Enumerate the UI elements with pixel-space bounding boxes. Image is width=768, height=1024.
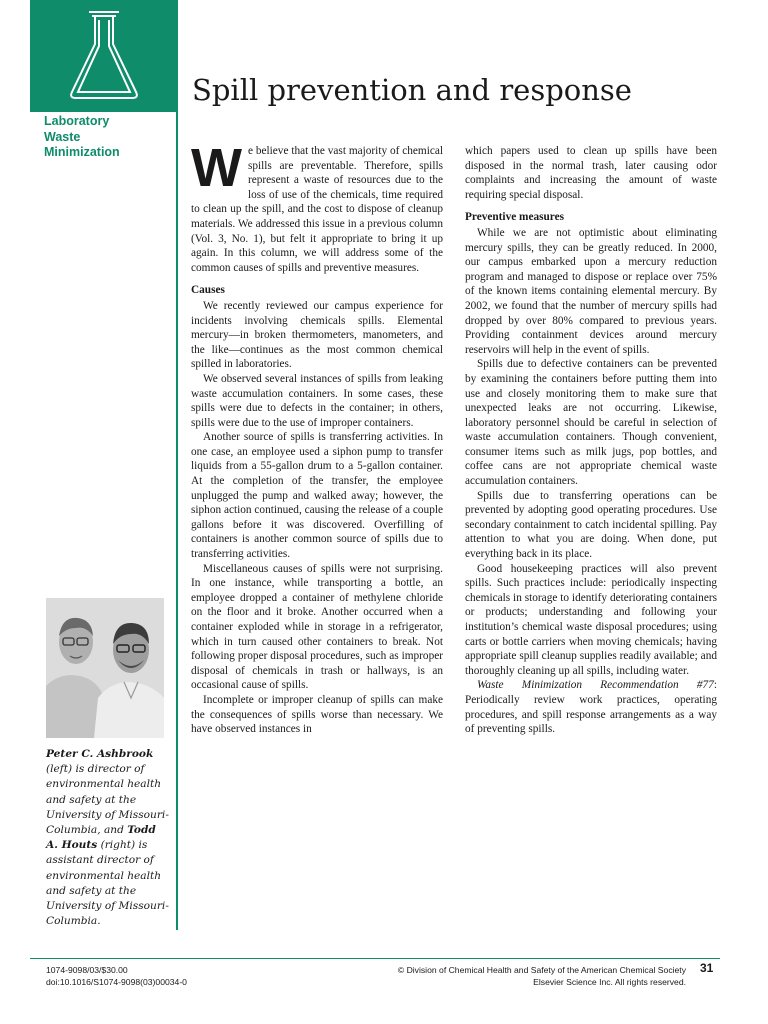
author-name: Peter C. Ashbrook <box>46 748 154 760</box>
author-name: Todd A. Houts <box>46 824 156 852</box>
article-column-2 <box>465 144 717 737</box>
doi: doi:10.1016/S1074-9098(03)00034-0 <box>46 977 187 987</box>
drop-cap: W <box>191 138 242 198</box>
body-paragraph: which papers used to clean up spills have been disposed in the normal trash, later causing odor complaints and increasing the amount of waste requiring special disposal. <box>465 145 717 201</box>
body-paragraph: Good housekeeping practices will also prevent spills. Such practices include: periodically inspecting chemicals in storage to identify deteriorating containers or products; understanding and following your institution’s chemical waste disposal procedures; using carts or bottle carriers when moving chemicals; having appropriate spill cleanup supplies readily available; and thoroughly cleaning up all spills, including water. <box>465 562 717 677</box>
sidebar-divider <box>176 0 178 930</box>
flask-icon <box>52 6 156 106</box>
footer-divider <box>30 958 720 959</box>
recommendation-text: : Periodically review work practices, operating procedures, and spill response arrangements as a way of preventing spills. <box>465 679 717 736</box>
body-paragraph: Spills due to transferring operations can be prevented by adopting good operating procedures. Use secondary containment to catch incidental spilling. Pay attention to what you are doing. When done, put everything back in its place. <box>465 489 717 561</box>
section-label-line: Laboratory <box>44 114 110 128</box>
article-title: Spill prevention and response <box>192 73 632 107</box>
body-paragraph: Another source of spills is transferring activities. In one case, an employee used a siphon pump to transfer liquids from a 55-gallon drum to a 5-gallon container. At the completion of the transfer, the employee unplugged the pump and walked away; however, the siphon action continued, causing the release of a couple gallons before it was discovered. Overfilling of containers is another common source of spills due to transferring activities. <box>191 431 443 561</box>
footer-copyright <box>398 964 686 988</box>
body-paragraph: We recently reviewed our campus experience for incidents involving chemicals spills. Elemental mercury—in broken thermometers, manometers, and the like—continues as the most common chemical spilled in laboratories. <box>191 299 443 371</box>
body-paragraph: Incomplete or improper cleanup of spills can make the consequences of spills worse than necessary. We have observed instances in <box>191 693 443 736</box>
intro-paragraph <box>191 138 443 275</box>
header-accent-block <box>30 0 178 112</box>
causes-heading: Causes <box>191 284 225 297</box>
publisher-line: Elsevier Science Inc. All rights reserved. <box>533 977 686 987</box>
preventive-measures-heading: Preventive measures <box>465 211 565 224</box>
article-column-1 <box>191 138 443 737</box>
body-paragraph: Spills due to defective containers can be prevented by examining the containers before putting them into use and closely monitoring them to make sure that unexpected leaks are not occurring. Likewise, laboratory personnel should be careful in selection of waste accumulation containers. Though convenient, consumer items such as milk jugs, pop bottles, and coffee cans are not appropriate chemical waste accumulation containers. <box>465 358 717 488</box>
section-label-line: Waste <box>44 129 81 144</box>
page-number: 31 <box>700 961 714 975</box>
section-label <box>44 114 168 161</box>
body-paragraph: We observed several instances of spills from leaking waste accumulation containers. In some cases, these spills were due to defects in the container; in others, spills were due to the use of improper containers. <box>191 372 443 429</box>
section-label-line: Minimization <box>44 145 120 159</box>
footer-identifiers <box>46 964 187 988</box>
copyright-line: © Division of Chemical Health and Safety of the American Chemical Society <box>397 965 686 975</box>
author-caption <box>46 747 170 929</box>
issn-price: 1074-9098/03/$30.00 <box>46 965 128 975</box>
recommendation-label: Waste Minimization Recommendation #77 <box>477 679 714 692</box>
body-paragraph: While we are not optimistic about eliminating mercury spills, they can be greatly reduced. In 2000, our campus embarked upon a mercury reduction program and managed to dispose or replace over 75% of the known items containing elemental mercury. By 2002, we found that the number of mercury spills had dropped by over 80% compared to previous years. Providing containment devices around mercury reservoirs will help in the event of spills. <box>465 226 717 356</box>
author-photo <box>46 598 164 738</box>
author-photo-image <box>46 598 164 738</box>
caption-text: (left) is director of environmental health and safety at the University of Missouri-Columbia, and <box>46 763 169 837</box>
body-paragraph: Miscellaneous causes of spills were not surprising. In one instance, while transporting a bottle, an employee dropped a container of methylene chloride on the floor and it broke. Another occurred when a container exploded while in storage in a refrigerator, which in turn caused other containers to break. Not following proper disposal procedures, such as improper disposal of chemicals in trash or hallways, is an occasional cause of spills. <box>191 562 443 692</box>
caption-text: (right) is assistant director of environmental health and safety at the University of Missouri-Columbia. <box>46 839 169 928</box>
recommendation-paragraph <box>465 678 717 736</box>
intro-text: e believe that the vast majority of chemical spills are preventable. Therefore, spills represent a waste of resources due to the loss of use of the chemicals, time required to clean up the spill, and the cost to dispose of cleanup materials. We addressed this issue in a previous column (Vol. 3, No. 1), but felt it appropriate to bring it up again. In this column, we will address some of the common causes of spills and preventive measures. <box>191 145 443 274</box>
